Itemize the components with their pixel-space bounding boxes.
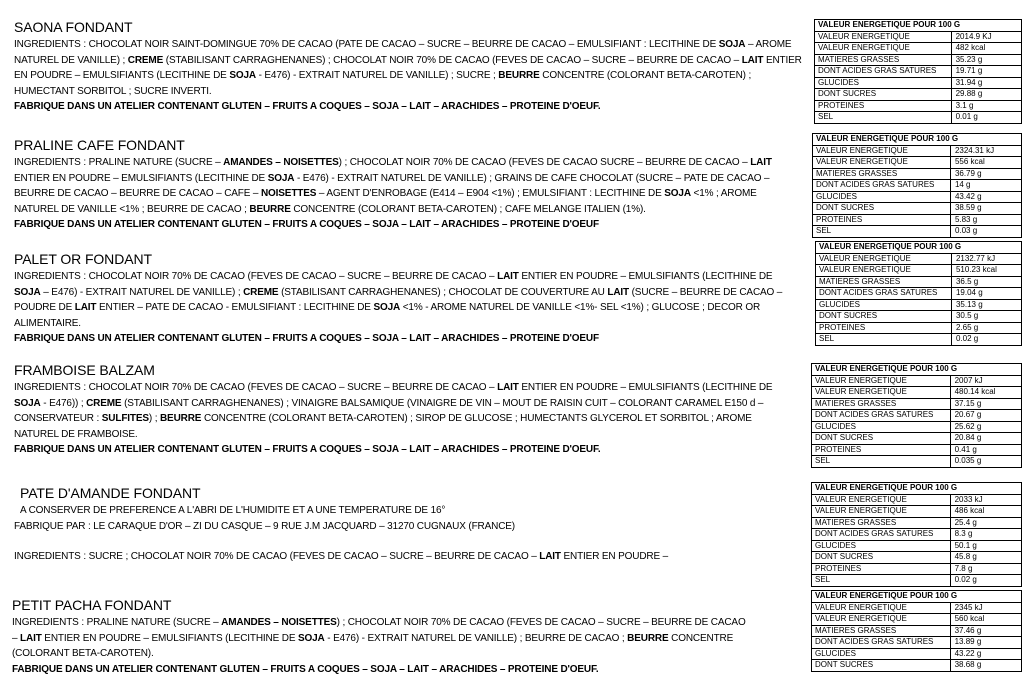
- product-petit-pacha: [12, 597, 752, 677]
- allergen-highlight: SOJA: [14, 286, 41, 298]
- ingredients-run: <1% - AROME NATUREL DE VANILLE <1%- SEL <1%) ; GLUCOSE ; DECOR OR ALIMENTAIRE.: [14, 302, 761, 329]
- nutrition-row: [812, 444, 1022, 456]
- product-title: PATE D'AMANDE FONDANT: [20, 485, 201, 501]
- nutrient-value: 482 kcal: [951, 43, 1021, 55]
- allergen-highlight: BEURRE: [249, 203, 291, 215]
- product-praline-cafe: [14, 137, 788, 233]
- nutrition-row: [812, 552, 1022, 564]
- ingredients-run: (STABILISANT CARRAGHENANES) ; CHOCOLAT NOIR 70% DE CACAO (FEVES DE CACAO – SUCRE – BEURRE DE CACAO –: [163, 54, 742, 66]
- nutrient-value: 2324.31 kJ: [950, 145, 1021, 157]
- allergen-highlight: SOJA: [14, 397, 41, 409]
- nutrient-label: GLUCIDES: [816, 299, 952, 311]
- ingredients-run: ENTIER – PATE DE CACAO - EMULSIFIANT : LECITHINE DE: [96, 302, 374, 314]
- nutrient-value: 25.4 g: [950, 517, 1021, 529]
- nutrient-value: 37.15 g: [950, 398, 1021, 410]
- ingredients-run: ENTIER EN POUDRE –: [560, 551, 669, 563]
- allergen-highlight: LAIT: [497, 271, 519, 282]
- nutrient-label: MATIERES GRASSES: [816, 276, 952, 288]
- ingredients-run: – AGENT D'ENROBAGE (E414 – E904 <1%) ; EMULSIFIANT : LECITHINE DE: [316, 188, 665, 200]
- ingredients-run: ) ;: [148, 413, 160, 425]
- nutrition-header: VALEUR ENERGETIQUE POUR 100 G: [816, 242, 1022, 254]
- nutrition-row: [812, 625, 1022, 637]
- nutrient-label: VALEUR ENERGETIQUE: [812, 494, 951, 506]
- nutrition-row: [812, 387, 1022, 399]
- product-palet-or: [14, 251, 798, 347]
- ingredients-text: [14, 380, 798, 442]
- nutrition-row: [815, 89, 1022, 101]
- product-pate-amande: [14, 485, 800, 565]
- nutrition-header-row: [815, 20, 1022, 32]
- storage-note: A CONSERVER DE PREFERENCE A L'ABRI DE L'HUMIDITE ET A UNE TEMPERATURE DE 16°: [20, 505, 446, 516]
- nutrient-value: 0.02 g: [951, 334, 1021, 346]
- nutrition-row: [812, 517, 1022, 529]
- nutrient-value: 486 kcal: [950, 506, 1021, 518]
- nutrition-row: [812, 433, 1022, 445]
- nutrition-row: [812, 614, 1022, 626]
- nutrient-label: GLUCIDES: [812, 540, 951, 552]
- ingredients-run: INGREDIENTS : PRALINE NATURE (SUCRE –: [12, 617, 222, 628]
- allergen-highlight: SOJA: [267, 172, 295, 184]
- nutrient-label: PROTEINES: [812, 563, 951, 575]
- nutrient-label: GLUCIDES: [813, 191, 951, 203]
- nutrient-label: MATIERES GRASSES: [812, 398, 951, 410]
- nutrient-label: GLUCIDES: [812, 648, 951, 660]
- allergen-warning: FABRIQUE DANS UN ATELIER CONTENANT GLUTEN – FRUITS A COQUES – SOJA – LAIT – ARACHIDES – PROTEINE D'OEUF.: [14, 444, 601, 456]
- ingredients-text: [14, 549, 800, 565]
- allergen-highlight: LAIT: [20, 632, 42, 644]
- nutrition-row: [815, 112, 1022, 124]
- nutrient-value: 31.94 g: [951, 77, 1021, 89]
- nutrition-row: [812, 421, 1022, 433]
- product-title: SAONA FONDANT: [14, 19, 133, 35]
- nutrient-label: PROTEINES: [816, 322, 952, 334]
- ingredients-run: INGREDIENTS : CHOCOLAT NOIR 70% DE CACAO (FEVES DE CACAO – SUCRE – BEURRE DE CACAO –: [14, 382, 498, 393]
- allergen-highlight: LAIT: [539, 551, 561, 563]
- nutrient-label: GLUCIDES: [812, 421, 951, 433]
- nutrient-value: 19.04 g: [951, 288, 1021, 300]
- nutrition-row: [815, 31, 1022, 43]
- nutrient-value: 0.41 g: [950, 444, 1021, 456]
- nutrition-row: [812, 529, 1022, 541]
- nutrient-value: 38.59 g: [950, 203, 1021, 215]
- ingredients-run: ENTIER EN POUDRE – EMULSIFIANTS (LECITHINE DE: [518, 271, 773, 282]
- nutrition-row: [813, 168, 1022, 180]
- nutrition-row: [812, 660, 1022, 672]
- ingredients-run: INGREDIENTS : PRALINE NATURE (SUCRE –: [14, 157, 224, 168]
- nutrient-label: DONT ACIDES GRAS SATURES: [813, 180, 951, 192]
- nutrition-header-row: [813, 134, 1022, 146]
- nutrient-value: 0.01 g: [951, 112, 1021, 124]
- ingredients-text: [14, 269, 798, 331]
- nutrient-label: SEL: [815, 112, 952, 124]
- ingredients-run: ENTIER EN POUDRE – EMULSIFIANTS (LECITHINE DE: [14, 172, 268, 184]
- nutrient-label: DONT ACIDES GRAS SATURES: [816, 288, 952, 300]
- nutrition-table: [814, 19, 1022, 124]
- nutrition-row: [816, 322, 1022, 334]
- nutrient-value: 20.67 g: [950, 410, 1021, 422]
- nutrition-header-row: [816, 242, 1022, 254]
- allergen-highlight: CREME: [127, 54, 164, 66]
- nutrient-value: 556 kcal: [950, 157, 1021, 169]
- nutrient-label: SEL: [812, 456, 951, 468]
- nutrient-value: 35.23 g: [951, 54, 1021, 66]
- nutrient-value: 37.46 g: [950, 625, 1021, 637]
- nutrition-row: [812, 602, 1022, 614]
- allergen-highlight: SOJA: [664, 188, 691, 200]
- nutrition-row: [815, 43, 1022, 55]
- allergen-warning: FABRIQUE DANS UN ATELIER CONTENANT GLUTEN – FRUITS A COQUES – SOJA – LAIT – ARACHIDES – PROTEINE D'OEUF: [14, 333, 599, 345]
- allergen-highlight: LAIT: [497, 382, 519, 393]
- nutrient-label: MATIERES GRASSES: [813, 168, 951, 180]
- nutrient-label: VALEUR ENERGETIQUE: [816, 253, 952, 265]
- ingredients-run: INGREDIENTS : SUCRE ; CHOCOLAT NOIR 70% DE CACAO (FEVES DE CACAO – SUCRE – BEURRE DE CACAO –: [14, 551, 540, 563]
- ingredients-run: CONCENTRE (COLORANT BETA-CAROTEN).: [12, 632, 734, 660]
- nutrient-label: VALEUR ENERGETIQUE: [816, 265, 952, 277]
- nutrient-label: DONT ACIDES GRAS SATURES: [812, 637, 951, 649]
- ingredients-run: ) ; CHOCOLAT NOIR 70% DE CACAO (FEVES DE CACAO – SUCRE – BEURRE DE CACAO –: [12, 617, 746, 644]
- nutrition-row: [812, 398, 1022, 410]
- allergen-highlight: BEURRE: [498, 70, 540, 82]
- nutrient-value: 13.89 g: [950, 637, 1021, 649]
- allergen-highlight: LAIT: [750, 157, 772, 168]
- nutrient-label: DONT ACIDES GRAS SATURES: [815, 66, 952, 78]
- nutrient-value: 2345 kJ: [950, 602, 1021, 614]
- ingredients-run: <1% ; AROME NATUREL DE VANILLE <1% ; BEURRE DE CACAO ;: [14, 188, 757, 215]
- nutrition-row: [816, 334, 1022, 346]
- nutrition-row: [816, 288, 1022, 300]
- allergen-highlight: LAIT: [74, 302, 97, 314]
- nutrient-value: 2007 kJ: [950, 375, 1021, 387]
- nutrient-label: DONT SUCRES: [812, 433, 951, 445]
- ingredients-text: [14, 37, 804, 99]
- nutrition-row: [815, 54, 1022, 66]
- nutrition-row: [813, 191, 1022, 203]
- nutrition-header: VALEUR ENERGETIQUE POUR 100 G: [812, 591, 1022, 603]
- nutrient-value: 2.65 g: [951, 322, 1021, 334]
- nutrition-row: [812, 575, 1022, 587]
- allergen-highlight: BEURRE: [159, 413, 202, 425]
- ingredients-run: INGREDIENTS : CHOCOLAT NOIR 70% DE CACAO (FEVES DE CACAO – SUCRE – BEURRE DE CACAO –: [14, 271, 498, 282]
- nutrient-value: 38.68 g: [950, 660, 1021, 672]
- nutrient-label: PROTEINES: [815, 100, 952, 112]
- nutrient-value: 43.22 g: [950, 648, 1021, 660]
- nutrition-row: [816, 253, 1022, 265]
- ingredients-run: - E476) - EXTRAIT NATUREL DE VANILLE) ; BEURRE DE CACAO ;: [324, 632, 628, 644]
- nutrient-value: 43.42 g: [950, 191, 1021, 203]
- allergen-highlight: LAIT: [607, 286, 629, 298]
- nutrition-row: [816, 265, 1022, 277]
- nutrient-value: 29.88 g: [951, 89, 1021, 101]
- nutrient-label: PROTEINES: [813, 214, 951, 226]
- nutrient-label: PROTEINES: [812, 444, 951, 456]
- nutrition-row: [816, 299, 1022, 311]
- ingredients-run: ENTIER EN POUDRE – EMULSIFIANTS (LECITHINE DE: [14, 54, 802, 82]
- allergen-highlight: SULFITES: [101, 413, 149, 425]
- nutrition-row: [816, 276, 1022, 288]
- nutrition-row: [812, 637, 1022, 649]
- nutrient-label: DONT SUCRES: [815, 89, 952, 101]
- maker-note: FABRIQUE PAR : LE CARAQUE D'OR – ZI DU CASQUE – 9 RUE J.M JACQUARD – 31270 CUGNAUX (FRANCE): [14, 520, 515, 532]
- allergen-highlight: SOJA: [229, 70, 256, 82]
- product-title: PETIT PACHA FONDANT: [12, 597, 172, 613]
- ingredients-run: INGREDIENTS : CHOCOLAT NOIR SAINT-DOMINGUE 70% DE CACAO (PATE DE CACAO – SUCRE – BEURRE DE CACAO – EMULSIFIANT : LECITHINE DE: [14, 39, 719, 50]
- nutrient-label: SEL: [812, 575, 951, 587]
- nutrition-table: [811, 590, 1022, 672]
- allergen-highlight: SOJA: [298, 632, 325, 644]
- ingredients-run: (SUCRE – BEURRE DE CACAO – POUDRE DE: [14, 286, 783, 314]
- nutrition-row: [812, 494, 1022, 506]
- nutrient-value: 30.5 g: [951, 311, 1021, 323]
- nutrient-label: MATIERES GRASSES: [815, 54, 952, 66]
- nutrient-label: DONT SUCRES: [812, 552, 951, 564]
- allergen-highlight: NOISETTES: [260, 188, 317, 200]
- nutrition-header: VALEUR ENERGETIQUE POUR 100 G: [812, 483, 1022, 495]
- nutrition-row: [816, 311, 1022, 323]
- ingredients-run: CONCENTRE (COLORANT BETA-CAROTEN) ; CAFE MELANGE ITALIEN (1%).: [290, 203, 646, 215]
- nutrient-value: 2014.9 KJ: [951, 31, 1021, 43]
- nutrient-label: DONT SUCRES: [813, 203, 951, 215]
- nutrient-label: MATIERES GRASSES: [812, 517, 951, 529]
- nutrition-row: [815, 100, 1022, 112]
- nutrient-value: 20.84 g: [950, 433, 1021, 445]
- nutrition-row: [812, 410, 1022, 422]
- ingredients-run: ENTIER EN POUDRE – EMULSIFIANTS (LECITHINE DE: [518, 382, 773, 393]
- nutrition-row: [812, 540, 1022, 552]
- nutrition-row: [813, 180, 1022, 192]
- nutrition-row: [812, 563, 1022, 575]
- allergen-highlight: AMANDES – NOISETTES: [223, 157, 339, 168]
- nutrient-label: VALEUR ENERGETIQUE: [812, 602, 951, 614]
- nutrition-row: [812, 456, 1022, 468]
- nutrient-value: 0.03 g: [950, 226, 1021, 238]
- nutrient-label: DONT SUCRES: [812, 660, 951, 672]
- nutrient-label: VALEUR ENERGETIQUE: [812, 506, 951, 518]
- nutrition-header: VALEUR ENERGETIQUE POUR 100 G: [813, 134, 1022, 146]
- nutrition-table: [811, 363, 1022, 468]
- nutrient-label: SEL: [816, 334, 952, 346]
- nutrient-value: 50.1 g: [950, 540, 1021, 552]
- nutrition-table: [812, 133, 1022, 238]
- nutrient-value: 510.23 kcal: [951, 265, 1021, 277]
- nutrient-value: 36.79 g: [950, 168, 1021, 180]
- allergen-warning: FABRIQUE DANS UN ATELIER CONTENANT GLUTEN – FRUITS A COQUES – SOJA – LAIT – ARACHIDES – PROTEINE D'OEUF.: [14, 101, 601, 113]
- ingredients-run: - E476) - EXTRAIT NATUREL DE VANILLE) ; GRAINS DE CAFE CHOCOLAT (SUCRE – PATE DE CACAO – BEURRE DE CACAO – BEURRE DE CACAO – CAFE –: [14, 172, 770, 200]
- nutrition-header: VALEUR ENERGETIQUE POUR 100 G: [812, 364, 1022, 376]
- ingredients-run: - E476)) ;: [40, 397, 87, 409]
- nutrient-value: 2033 kJ: [950, 494, 1021, 506]
- nutrient-label: DONT ACIDES GRAS SATURES: [812, 410, 951, 422]
- nutrient-value: 480.14 kcal: [950, 387, 1021, 399]
- nutrient-value: 25.62 g: [950, 421, 1021, 433]
- nutrient-value: 36.5 g: [951, 276, 1021, 288]
- product-title: FRAMBOISE BALZAM: [14, 362, 155, 378]
- product-framboise-balzam: [14, 362, 798, 458]
- nutrient-label: MATIERES GRASSES: [812, 625, 951, 637]
- nutrition-row: [813, 214, 1022, 226]
- allergen-highlight: BEURRE: [627, 632, 669, 644]
- ingredients-run: ENTIER EN POUDRE – EMULSIFIANTS (LECITHINE DE: [41, 632, 298, 644]
- nutrition-row: [813, 203, 1022, 215]
- nutrition-header: VALEUR ENERGETIQUE POUR 100 G: [815, 20, 1022, 32]
- nutrition-header-row: [812, 483, 1022, 495]
- nutrient-value: 5.83 g: [950, 214, 1021, 226]
- nutrition-row: [812, 506, 1022, 518]
- nutrient-value: 45.8 g: [950, 552, 1021, 564]
- allergen-highlight: AMANDES – NOISETTES: [221, 617, 337, 628]
- product-title: PALET OR FONDANT: [14, 251, 152, 267]
- nutrient-value: 0.02 g: [950, 575, 1021, 587]
- product-saona: [14, 19, 804, 115]
- nutrient-label: SEL: [813, 226, 951, 238]
- nutrient-value: 2132.77 kJ: [951, 253, 1021, 265]
- ingredients-run: – E476) - EXTRAIT NATUREL DE VANILLE) ;: [40, 286, 244, 298]
- nutrition-header-row: [812, 364, 1022, 376]
- ingredients-run: CONCENTRE (COLORANT BETA-CAROTEN) ; SIROP DE GLUCOSE ; HUMECTANTS GLYCEROL ET SORBITOL ; AROME NATUREL DE FRAMBOISE.: [14, 413, 752, 440]
- allergen-highlight: SOJA: [718, 39, 746, 50]
- ingredients-run: ) ; CHOCOLAT NOIR 70% DE CACAO (FEVES DE CACAO SUCRE – BEURRE DE CACAO –: [338, 157, 751, 168]
- nutrient-value: 19.71 g: [951, 66, 1021, 78]
- ingredients-run: – AROME NATUREL DE VANILLE) ;: [14, 39, 792, 66]
- nutrition-row: [813, 157, 1022, 169]
- nutrition-header-row: [812, 591, 1022, 603]
- product-title: PRALINE CAFE FONDANT: [14, 137, 185, 153]
- allergen-warning: FABRIQUE DANS UN ATELIER CONTENANT GLUTEN – FRUITS A COQUES – SOJA – LAIT – ARACHIDES – PROTEINE D'OEUF.: [12, 663, 599, 675]
- nutrition-row: [813, 145, 1022, 157]
- ingredients-text: [14, 155, 788, 217]
- nutrient-value: 8.3 g: [950, 529, 1021, 541]
- ingredients-run: CONCENTRE (COLORANT BETA-CAROTEN) ; HUMECTANT SORBITOL ; SUCRE INVERTI.: [14, 70, 752, 97]
- nutrient-label: VALEUR ENERGETIQUE: [815, 31, 952, 43]
- nutrient-value: 560 kcal: [950, 614, 1021, 626]
- nutrient-label: VALEUR ENERGETIQUE: [813, 145, 951, 157]
- nutrition-row: [813, 226, 1022, 238]
- nutrient-label: VALEUR ENERGETIQUE: [812, 375, 951, 387]
- nutrient-value: 35.13 g: [951, 299, 1021, 311]
- ingredients-run: - E476) - EXTRAIT NATUREL DE VANILLE) ; SUCRE ;: [255, 70, 499, 82]
- allergen-highlight: SOJA: [373, 302, 401, 314]
- nutrition-row: [815, 66, 1022, 78]
- nutrition-row: [812, 648, 1022, 660]
- nutrition-table: [811, 482, 1022, 587]
- nutrient-label: DONT ACIDES GRAS SATURES: [812, 529, 951, 541]
- nutrient-label: VALEUR ENERGETIQUE: [813, 157, 951, 169]
- nutrient-value: 7.8 g: [950, 563, 1021, 575]
- nutrient-value: 14 g: [950, 180, 1021, 192]
- nutrient-label: VALEUR ENERGETIQUE: [812, 387, 951, 399]
- nutrient-label: DONT SUCRES: [816, 311, 952, 323]
- nutrient-value: 3.1 g: [951, 100, 1021, 112]
- allergen-warning: FABRIQUE DANS UN ATELIER CONTENANT GLUTEN – FRUITS A COQUES – SOJA – LAIT – ARACHIDES – PROTEINE D'OEUF: [14, 219, 599, 231]
- ingredients-run: (STABILISANT CARRAGHENANES) ; VINAIGRE BALSAMIQUE (VINAIGRE DE VIN – MOUT DE RAISIN CUIT – COLORANT CARAMEL E150 d – CONSERVATEUR :: [14, 397, 764, 425]
- nutrient-value: 0.035 g: [950, 456, 1021, 468]
- nutrition-row: [815, 77, 1022, 89]
- nutrient-label: VALEUR ENERGETIQUE: [812, 614, 951, 626]
- nutrition-row: [812, 375, 1022, 387]
- allergen-highlight: LAIT: [741, 54, 764, 66]
- nutrient-label: VALEUR ENERGETIQUE: [815, 43, 952, 55]
- ingredients-text: [12, 615, 752, 662]
- allergen-highlight: CREME: [243, 286, 279, 298]
- nutrient-label: GLUCIDES: [815, 77, 952, 89]
- allergen-highlight: CREME: [86, 397, 122, 409]
- nutrition-table: [815, 241, 1022, 346]
- ingredients-run: (STABILISANT CARRAGHENANES) ; CHOCOLAT DE COUVERTURE AU: [278, 286, 608, 298]
